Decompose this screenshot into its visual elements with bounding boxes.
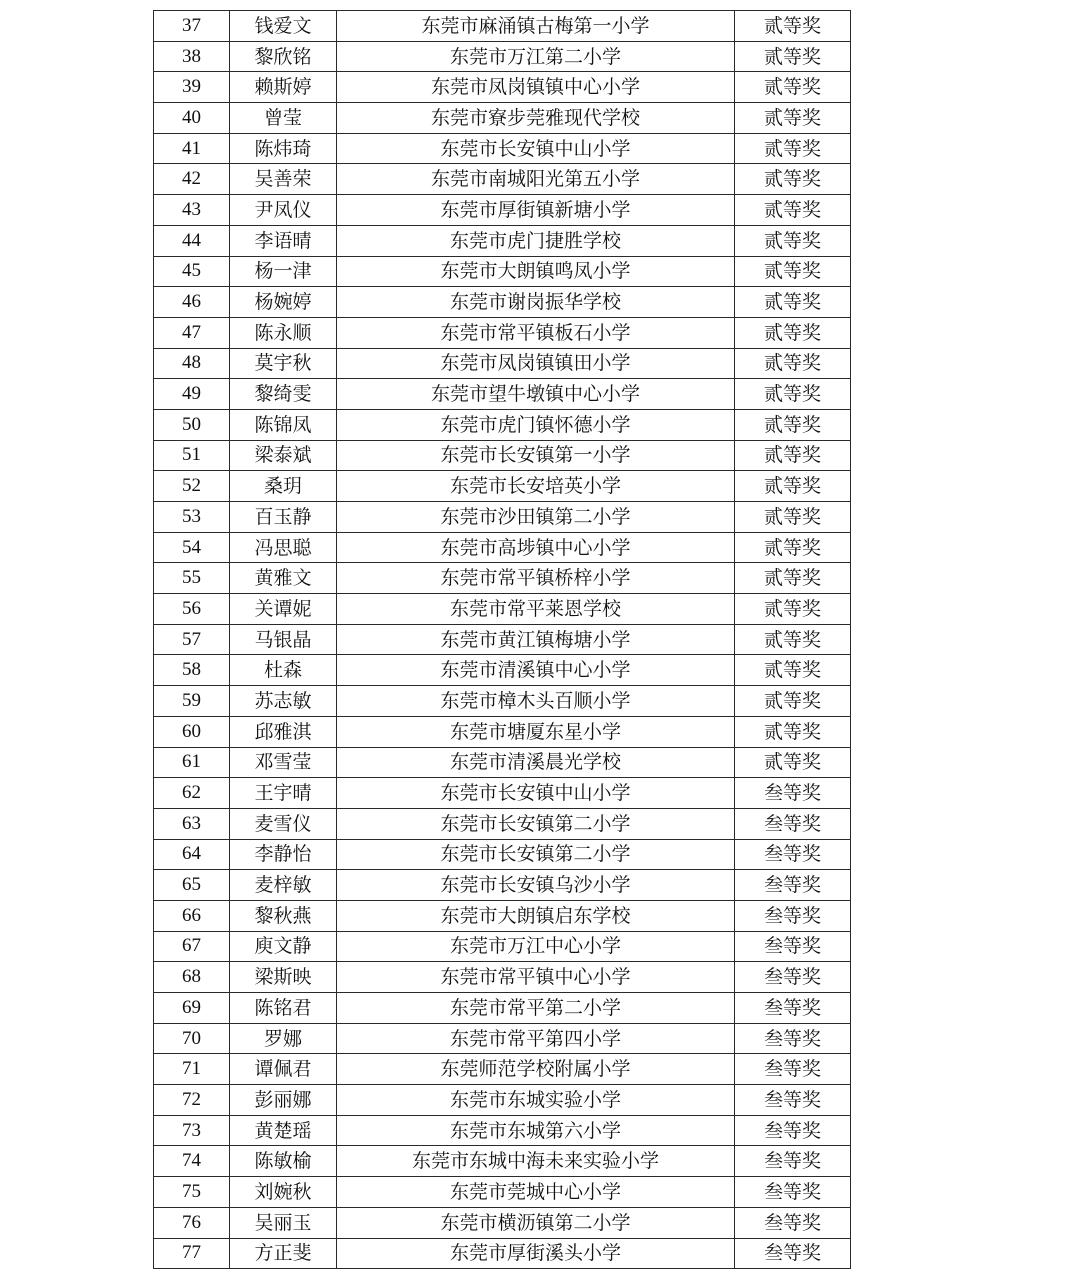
award-level: 贰等奖 (735, 256, 851, 287)
school-name: 东莞市虎门捷胜学校 (337, 225, 735, 256)
school-name: 东莞市东城实验小学 (337, 1085, 735, 1116)
row-number: 74 (154, 1146, 230, 1177)
award-level: 叁等奖 (735, 1085, 851, 1116)
student-name: 梁斯映 (230, 962, 337, 993)
row-number: 43 (154, 195, 230, 226)
school-name: 东莞师范学校附属小学 (337, 1054, 735, 1085)
school-name: 东莞市塘厦东星小学 (337, 716, 735, 747)
award-level: 叁等奖 (735, 1146, 851, 1177)
row-number: 48 (154, 348, 230, 379)
award-level: 贰等奖 (735, 440, 851, 471)
table-row (154, 839, 851, 870)
student-name: 黎绮雯 (230, 379, 337, 410)
student-name: 李静怡 (230, 839, 337, 870)
table-row (154, 164, 851, 195)
row-number: 61 (154, 747, 230, 778)
table-row (154, 11, 851, 42)
school-name: 东莞市长安镇第二小学 (337, 839, 735, 870)
school-name: 东莞市清溪镇中心小学 (337, 655, 735, 686)
school-name: 东莞市常平镇中心小学 (337, 962, 735, 993)
school-name: 东莞市望牛墩镇中心小学 (337, 379, 735, 410)
row-number: 53 (154, 502, 230, 533)
school-name: 东莞市樟木头百顺小学 (337, 686, 735, 717)
table-row (154, 1146, 851, 1177)
row-number: 64 (154, 839, 230, 870)
award-level: 贰等奖 (735, 379, 851, 410)
table-row (154, 317, 851, 348)
table-row (154, 1177, 851, 1208)
table-row (154, 870, 851, 901)
student-name: 黎秋燕 (230, 900, 337, 931)
school-name: 东莞市长安镇乌沙小学 (337, 870, 735, 901)
table-row (154, 993, 851, 1024)
award-level: 叁等奖 (735, 1023, 851, 1054)
school-name: 东莞市黄江镇梅塘小学 (337, 624, 735, 655)
table-row (154, 440, 851, 471)
school-name: 东莞市东城第六小学 (337, 1115, 735, 1146)
school-name: 东莞市常平镇桥梓小学 (337, 563, 735, 594)
table-row (154, 716, 851, 747)
table-row (154, 471, 851, 502)
school-name: 东莞市长安镇第二小学 (337, 808, 735, 839)
row-number: 66 (154, 900, 230, 931)
award-level: 贰等奖 (735, 655, 851, 686)
student-name: 陈敏榆 (230, 1146, 337, 1177)
award-list-table (153, 10, 851, 1269)
student-name: 彭丽娜 (230, 1085, 337, 1116)
row-number: 45 (154, 256, 230, 287)
award-level: 叁等奖 (735, 1054, 851, 1085)
row-number: 44 (154, 225, 230, 256)
award-level: 贰等奖 (735, 195, 851, 226)
row-number: 65 (154, 870, 230, 901)
table-row (154, 900, 851, 931)
table-row (154, 563, 851, 594)
table-row (154, 287, 851, 318)
school-name: 东莞市厚街溪头小学 (337, 1238, 735, 1269)
award-level: 叁等奖 (735, 870, 851, 901)
school-name: 东莞市东城中海未来实验小学 (337, 1146, 735, 1177)
row-number: 72 (154, 1085, 230, 1116)
award-level: 叁等奖 (735, 931, 851, 962)
row-number: 71 (154, 1054, 230, 1085)
row-number: 50 (154, 409, 230, 440)
row-number: 40 (154, 103, 230, 134)
award-level: 叁等奖 (735, 1207, 851, 1238)
award-level: 贰等奖 (735, 164, 851, 195)
student-name: 麦梓敏 (230, 870, 337, 901)
table-row (154, 225, 851, 256)
table-row (154, 256, 851, 287)
student-name: 陈永顺 (230, 317, 337, 348)
school-name: 东莞市谢岗振华学校 (337, 287, 735, 318)
table-row (154, 778, 851, 809)
award-level: 贰等奖 (735, 348, 851, 379)
student-name: 莫宇秋 (230, 348, 337, 379)
award-level: 贰等奖 (735, 287, 851, 318)
student-name: 杨一津 (230, 256, 337, 287)
award-level: 贰等奖 (735, 317, 851, 348)
table-row (154, 655, 851, 686)
row-number: 75 (154, 1177, 230, 1208)
table-row (154, 1054, 851, 1085)
table-row (154, 41, 851, 72)
award-level: 贰等奖 (735, 502, 851, 533)
student-name: 马银晶 (230, 624, 337, 655)
student-name: 邓雪莹 (230, 747, 337, 778)
row-number: 38 (154, 41, 230, 72)
table-row (154, 624, 851, 655)
award-level: 贰等奖 (735, 594, 851, 625)
row-number: 57 (154, 624, 230, 655)
award-level: 叁等奖 (735, 778, 851, 809)
table-row (154, 1238, 851, 1269)
school-name: 东莞市寮步莞雅现代学校 (337, 103, 735, 134)
student-name: 杨婉婷 (230, 287, 337, 318)
school-name: 东莞市虎门镇怀德小学 (337, 409, 735, 440)
award-level: 贰等奖 (735, 11, 851, 42)
student-name: 麦雪仪 (230, 808, 337, 839)
row-number: 67 (154, 931, 230, 962)
row-number: 73 (154, 1115, 230, 1146)
table-row (154, 103, 851, 134)
award-list-body (154, 11, 851, 1269)
student-name: 百玉静 (230, 502, 337, 533)
table-row (154, 532, 851, 563)
school-name: 东莞市万江中心小学 (337, 931, 735, 962)
school-name: 东莞市大朗镇鸣凤小学 (337, 256, 735, 287)
award-level: 贰等奖 (735, 624, 851, 655)
row-number: 69 (154, 993, 230, 1024)
award-level: 贰等奖 (735, 72, 851, 103)
table-row (154, 1207, 851, 1238)
school-name: 东莞市清溪晨光学校 (337, 747, 735, 778)
school-name: 东莞市横沥镇第二小学 (337, 1207, 735, 1238)
table-row (154, 962, 851, 993)
row-number: 39 (154, 72, 230, 103)
award-level: 贰等奖 (735, 686, 851, 717)
award-level: 叁等奖 (735, 1238, 851, 1269)
table-row (154, 1115, 851, 1146)
school-name: 东莞市大朗镇启东学校 (337, 900, 735, 931)
student-name: 曾莹 (230, 103, 337, 134)
table-row (154, 195, 851, 226)
table-row (154, 931, 851, 962)
row-number: 77 (154, 1238, 230, 1269)
school-name: 东莞市万江第二小学 (337, 41, 735, 72)
row-number: 60 (154, 716, 230, 747)
student-name: 吴善荣 (230, 164, 337, 195)
award-level: 贰等奖 (735, 563, 851, 594)
award-level: 叁等奖 (735, 900, 851, 931)
row-number: 49 (154, 379, 230, 410)
student-name: 罗娜 (230, 1023, 337, 1054)
table-row (154, 594, 851, 625)
school-name: 东莞市厚街镇新塘小学 (337, 195, 735, 226)
school-name: 东莞市高埗镇中心小学 (337, 532, 735, 563)
student-name: 黎欣铭 (230, 41, 337, 72)
student-name: 苏志敏 (230, 686, 337, 717)
student-name: 李语晴 (230, 225, 337, 256)
row-number: 52 (154, 471, 230, 502)
student-name: 梁泰斌 (230, 440, 337, 471)
student-name: 吴丽玉 (230, 1207, 337, 1238)
school-name: 东莞市凤岗镇镇田小学 (337, 348, 735, 379)
row-number: 41 (154, 133, 230, 164)
table-row (154, 808, 851, 839)
award-level: 叁等奖 (735, 839, 851, 870)
table-row (154, 502, 851, 533)
award-level: 贰等奖 (735, 532, 851, 563)
award-level: 贰等奖 (735, 41, 851, 72)
award-level: 叁等奖 (735, 1115, 851, 1146)
award-level: 贰等奖 (735, 716, 851, 747)
student-name: 桑玥 (230, 471, 337, 502)
table-row (154, 1023, 851, 1054)
school-name: 东莞市长安镇中山小学 (337, 133, 735, 164)
school-name: 东莞市长安镇第一小学 (337, 440, 735, 471)
table-row (154, 686, 851, 717)
school-name: 东莞市长安培英小学 (337, 471, 735, 502)
award-level: 贰等奖 (735, 471, 851, 502)
table-row (154, 747, 851, 778)
student-name: 陈铭君 (230, 993, 337, 1024)
student-name: 黄楚瑶 (230, 1115, 337, 1146)
table-row (154, 133, 851, 164)
student-name: 方正斐 (230, 1238, 337, 1269)
student-name: 谭佩君 (230, 1054, 337, 1085)
row-number: 59 (154, 686, 230, 717)
school-name: 东莞市凤岗镇镇中心小学 (337, 72, 735, 103)
table-row (154, 409, 851, 440)
row-number: 62 (154, 778, 230, 809)
award-level: 贰等奖 (735, 747, 851, 778)
table-row (154, 1085, 851, 1116)
row-number: 76 (154, 1207, 230, 1238)
school-name: 东莞市常平第二小学 (337, 993, 735, 1024)
student-name: 刘婉秋 (230, 1177, 337, 1208)
row-number: 70 (154, 1023, 230, 1054)
school-name: 东莞市沙田镇第二小学 (337, 502, 735, 533)
student-name: 冯思聪 (230, 532, 337, 563)
school-name: 东莞市南城阳光第五小学 (337, 164, 735, 195)
student-name: 钱爱文 (230, 11, 337, 42)
school-name: 东莞市常平莱恩学校 (337, 594, 735, 625)
row-number: 63 (154, 808, 230, 839)
row-number: 46 (154, 287, 230, 318)
row-number: 56 (154, 594, 230, 625)
student-name: 黄雅文 (230, 563, 337, 594)
award-level: 贰等奖 (735, 409, 851, 440)
school-name: 东莞市麻涌镇古梅第一小学 (337, 11, 735, 42)
school-name: 东莞市长安镇中山小学 (337, 778, 735, 809)
row-number: 47 (154, 317, 230, 348)
row-number: 54 (154, 532, 230, 563)
student-name: 邱雅淇 (230, 716, 337, 747)
student-name: 陈锦凤 (230, 409, 337, 440)
row-number: 51 (154, 440, 230, 471)
award-level: 贰等奖 (735, 225, 851, 256)
school-name: 东莞市常平镇板石小学 (337, 317, 735, 348)
student-name: 关谭妮 (230, 594, 337, 625)
row-number: 55 (154, 563, 230, 594)
table-row (154, 72, 851, 103)
school-name: 东莞市常平第四小学 (337, 1023, 735, 1054)
student-name: 陈炜琦 (230, 133, 337, 164)
student-name: 赖斯婷 (230, 72, 337, 103)
row-number: 42 (154, 164, 230, 195)
table-row (154, 379, 851, 410)
student-name: 庾文静 (230, 931, 337, 962)
row-number: 58 (154, 655, 230, 686)
award-level: 叁等奖 (735, 1177, 851, 1208)
award-level: 贰等奖 (735, 133, 851, 164)
award-level: 叁等奖 (735, 962, 851, 993)
award-level: 叁等奖 (735, 993, 851, 1024)
student-name: 王宇晴 (230, 778, 337, 809)
school-name: 东莞市莞城中心小学 (337, 1177, 735, 1208)
award-level: 贰等奖 (735, 103, 851, 134)
award-level: 叁等奖 (735, 808, 851, 839)
table-row (154, 348, 851, 379)
student-name: 杜森 (230, 655, 337, 686)
row-number: 37 (154, 11, 230, 42)
row-number: 68 (154, 962, 230, 993)
student-name: 尹凤仪 (230, 195, 337, 226)
